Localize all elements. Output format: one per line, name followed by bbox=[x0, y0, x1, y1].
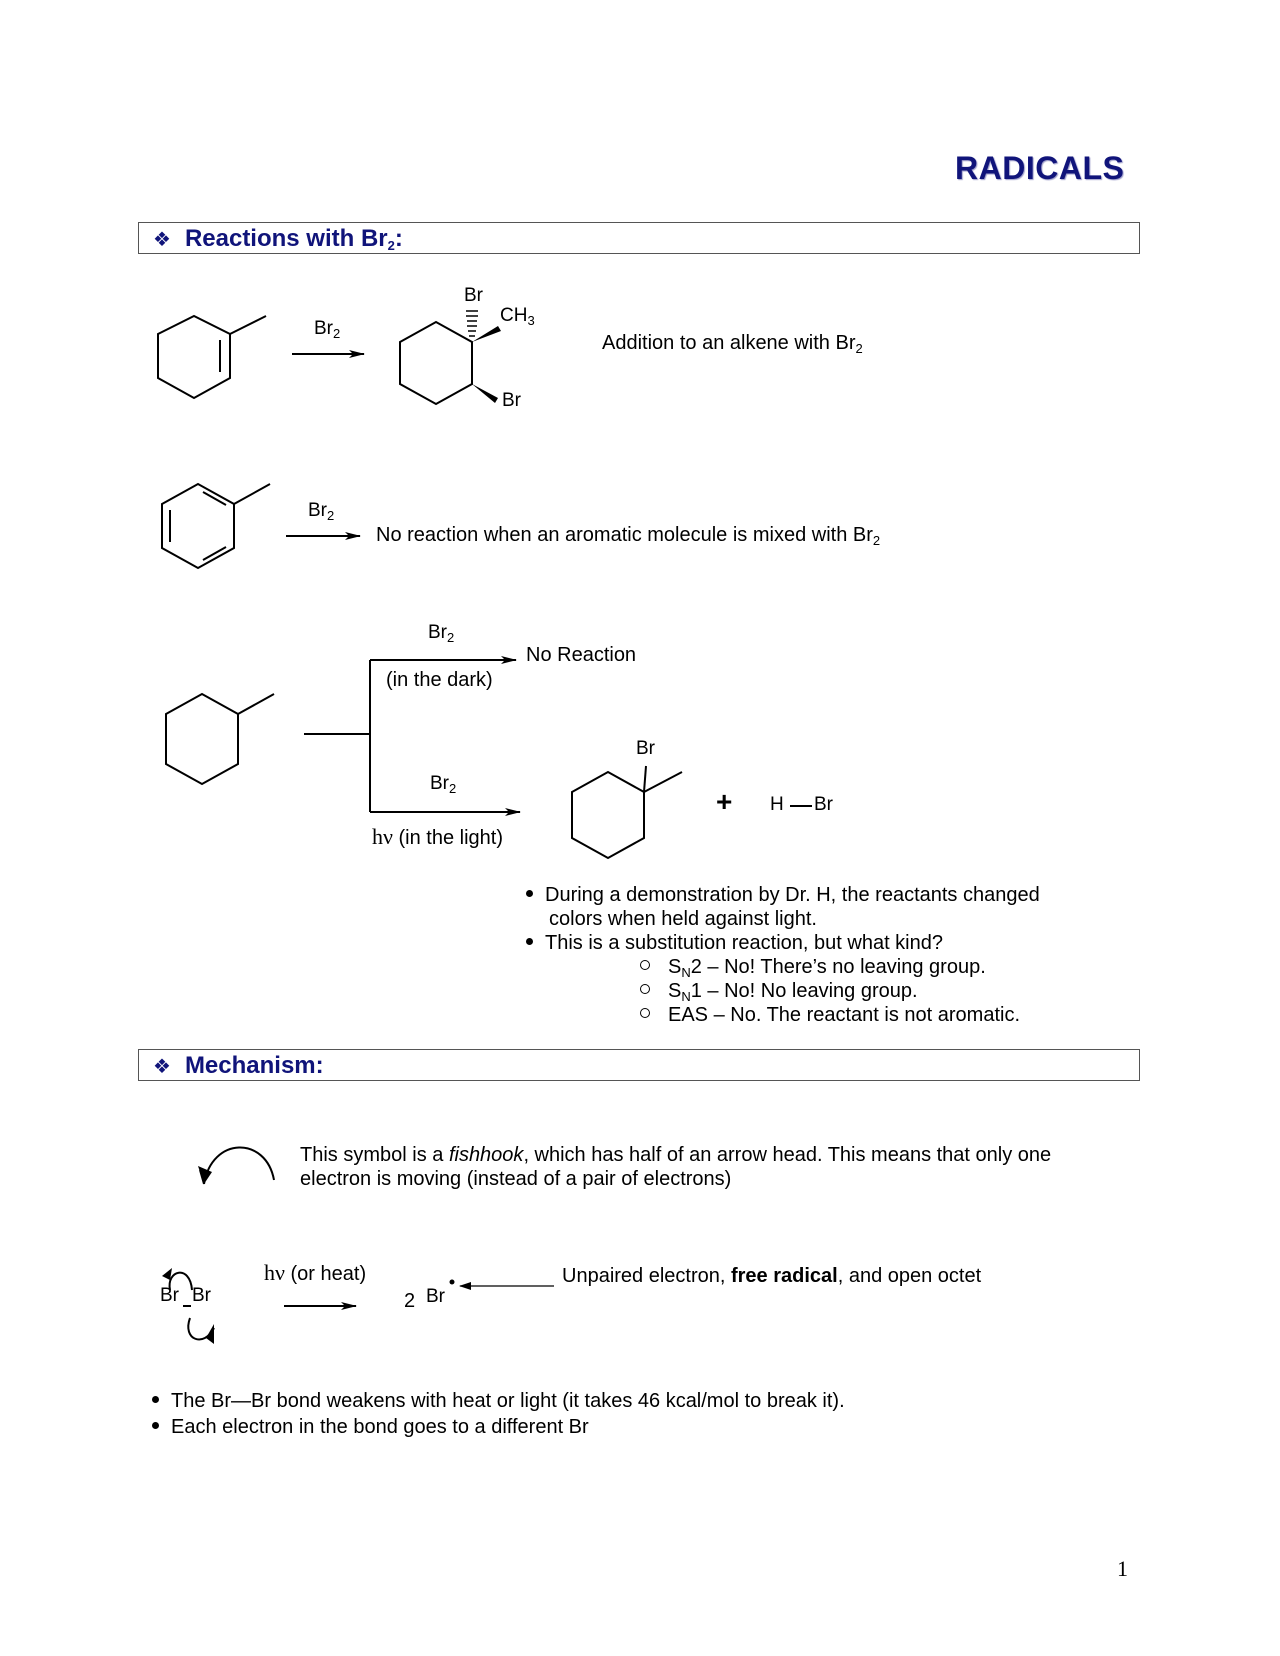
dark-reagent: $Br_2$ bbox=[428, 622, 455, 645]
sub-bullet-sn2: $S_N2$ – No! There’s no leaving group. bbox=[640, 956, 986, 980]
observation-bullet-2: This is a substitution reaction, but what kind? bbox=[526, 932, 943, 955]
sub-bullet-eas: EAS – No. The reactant is not aromatic. bbox=[640, 1004, 1020, 1027]
reaction2-note: No reaction when an aromatic molecule is mixed with $Br_2$ bbox=[376, 524, 881, 548]
section-mechanism-header bbox=[138, 1049, 1140, 1081]
diamond-bullet-icon: ❖ bbox=[153, 229, 171, 251]
observation-bullet-1-line2: colors when held against light. bbox=[549, 908, 817, 930]
solid-wedge-methyl bbox=[472, 326, 501, 342]
bromine-radical: Br bbox=[426, 1286, 445, 1307]
reactant-br-left: Br bbox=[160, 1285, 179, 1306]
section-mechanism-title: ❖ Mechanism: bbox=[153, 1052, 324, 1079]
bromomethylcyclohexane-structure bbox=[572, 766, 682, 858]
dark-product: No Reaction bbox=[526, 644, 637, 666]
solid-wedge-br bbox=[472, 384, 498, 403]
fact-bullet-2: Each electron in the bond goes to a different Br bbox=[152, 1416, 589, 1439]
diamond-bullet-icon: ❖ bbox=[153, 1056, 171, 1078]
plus-sign: + bbox=[716, 786, 733, 817]
methylcyclohexene-structure bbox=[158, 316, 266, 398]
reactant-br-right: Br bbox=[192, 1285, 211, 1306]
light-reagent: $Br_2$ bbox=[430, 773, 457, 796]
fishhook-arrow-icon bbox=[198, 1147, 274, 1184]
dark-condition: (in the dark) bbox=[386, 669, 493, 691]
methylcyclohexane-structure bbox=[166, 694, 274, 784]
dashed-wedge-bond bbox=[466, 311, 478, 336]
page-title: RADICALS bbox=[955, 150, 1125, 186]
branch-connector bbox=[304, 660, 370, 812]
page-number: 1 bbox=[1117, 1556, 1128, 1581]
radical-note: Unpaired electron, free radical, and open octet bbox=[562, 1265, 982, 1287]
hbr-br: Br bbox=[814, 794, 833, 815]
toluene-structure bbox=[162, 484, 270, 568]
reaction2-reagent: $Br_2$ bbox=[308, 500, 335, 523]
fishhook-description-line2: electron is moving (instead of a pair of electrons) bbox=[300, 1168, 732, 1190]
observation-bullet-1: During a demonstration by Dr. H, the reactants changed bbox=[526, 884, 1040, 907]
fishhook-description-line1: This symbol is a fishhook, which has half of an arrow head. This means that only one bbox=[300, 1144, 1052, 1166]
product-br-label: Br bbox=[636, 738, 655, 759]
sub-bullet-sn1: $S_N1$ – No! No leaving group. bbox=[640, 980, 918, 1004]
hbr-h: H bbox=[770, 794, 784, 815]
radical-coefficient: 2 bbox=[404, 1290, 416, 1312]
section-reactions-title: ❖ Reactions with $Br_2$: bbox=[153, 225, 403, 253]
radical-dot-icon bbox=[450, 1280, 455, 1285]
atom-br-top: Br bbox=[464, 285, 483, 306]
dibromomethylcyclohexane-structure bbox=[400, 322, 472, 404]
atom-ch3: $CH_3$ bbox=[500, 305, 535, 328]
fact-bullet-1: The Br—Br bond weakens with heat or light (it takes 46 kcal/mol to break it). bbox=[152, 1390, 845, 1413]
reaction1-reagent: $Br_2$ bbox=[314, 318, 341, 341]
homolysis-condition: hν (or heat) bbox=[264, 1260, 367, 1285]
light-condition: hν (in the light) bbox=[372, 824, 504, 849]
reaction1-note: Addition to an alkene with $Br_2$ bbox=[602, 332, 863, 356]
atom-br-bottom: Br bbox=[502, 390, 521, 411]
